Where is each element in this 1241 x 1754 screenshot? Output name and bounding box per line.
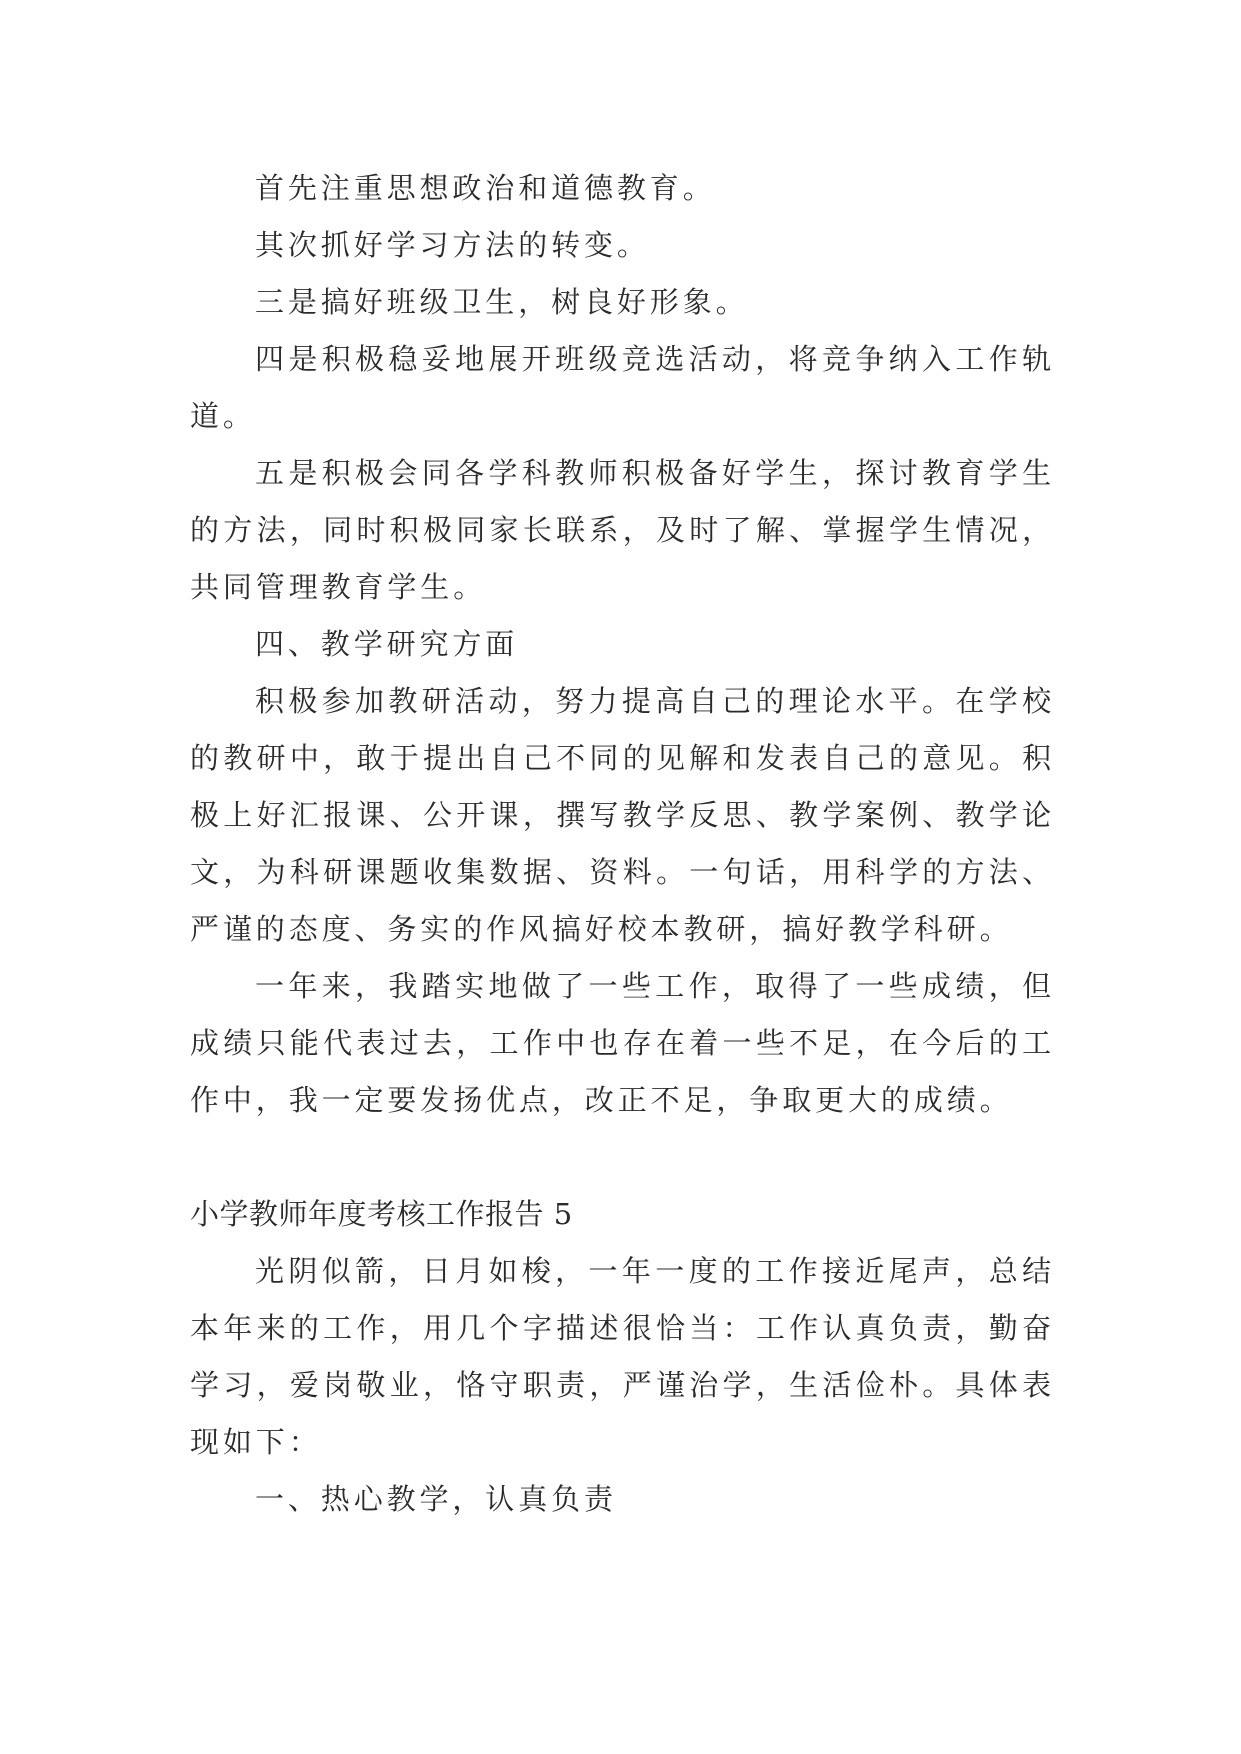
section-gap: [190, 1129, 1055, 1186]
paragraph: 五是积极会同各学科教师积极备好学生，探讨教育学生的方法，同时积极同家长联系，及时了解、掌握学生情况，共同管理教育学生。: [190, 456, 1055, 604]
section-title: 小学教师年度考核工作报告 5: [190, 1197, 573, 1231]
paragraph: 首先注重思想政治和道德教育。: [255, 171, 716, 205]
document-body: [190, 160, 1055, 1528]
subsection-heading: 四、教学研究方面: [255, 627, 519, 661]
paragraph: 光阴似箭，日月如梭，一年一度的工作接近尾声，总结本年来的工作，用几个字描述很恰当：工作认真负责，勤奋学习，爱岗敬业，恪守职责，严谨治学，生活俭朴。具体表现如下：: [190, 1254, 1055, 1459]
paragraph: 一年来，我踏实地做了一些工作，取得了一些成绩，但成绩只能代表过去，工作中也存在着一些不足，在今后的工作中，我一定要发扬优点，改正不足，争取更大的成绩。: [190, 969, 1055, 1117]
paragraph: 四是积极稳妥地展开班级竞选活动，将竞争纳入工作轨道。: [190, 342, 1055, 433]
paragraph: 其次抓好学习方法的转变。: [255, 228, 650, 262]
subsection-heading: 一、热心教学，认真负责: [255, 1482, 617, 1516]
paragraph: 三是搞好班级卫生，树良好形象。: [255, 285, 749, 319]
paragraph: 积极参加教研活动，努力提高自己的理论水平。在学校的教研中，敢于提出自己不同的见解和发表自己的意见。积极上好汇报课、公开课，撰写教学反思、教学案例、教学论文，为科研课题收集数据、资料。一句话，用科学的方法、严谨的态度、务实的作风搞好校本教研，搞好教学科研。: [190, 684, 1055, 946]
